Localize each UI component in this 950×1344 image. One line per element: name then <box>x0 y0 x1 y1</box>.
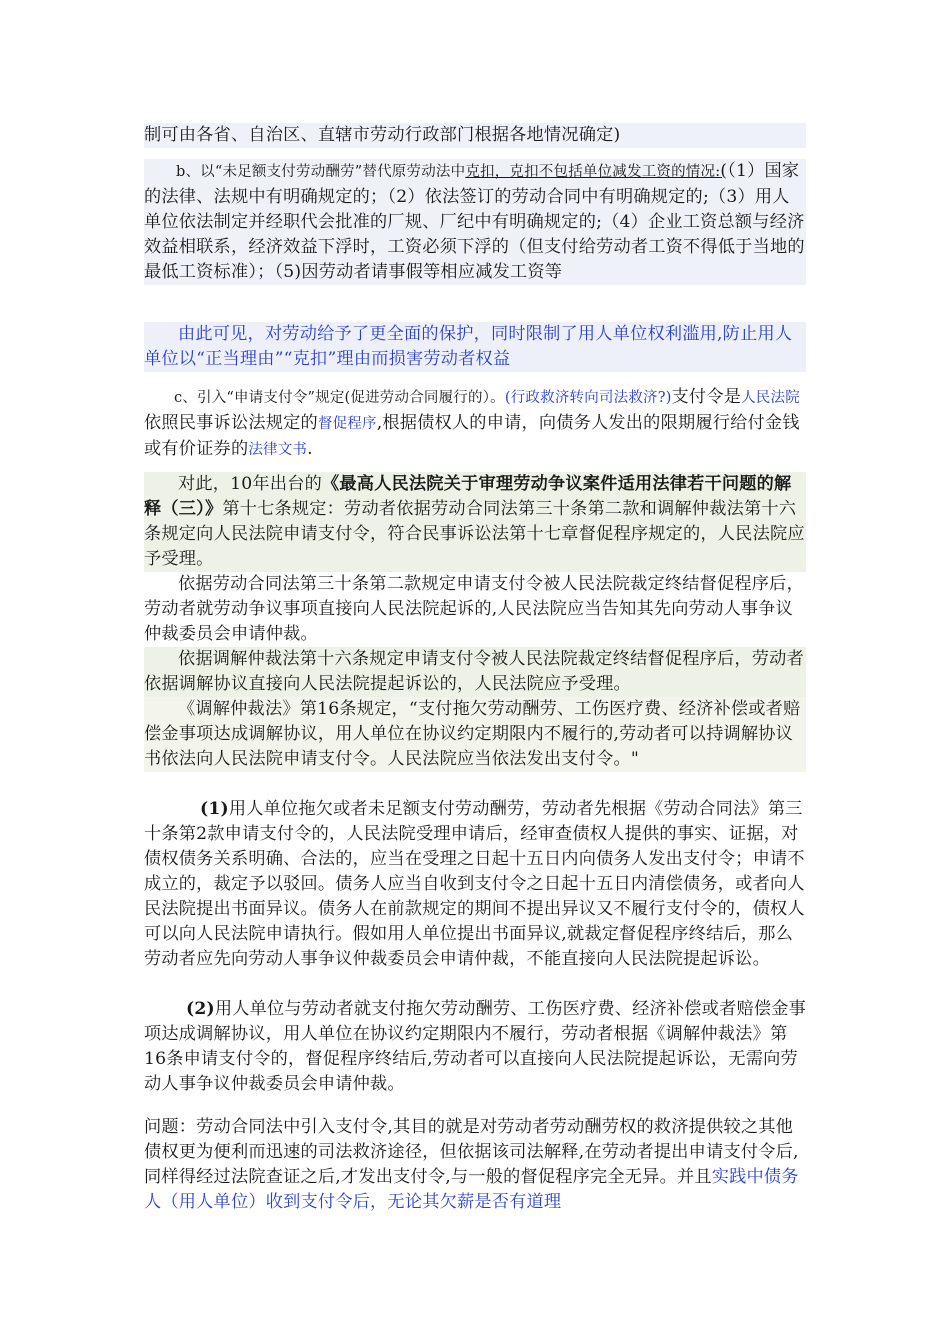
paragraph-9-number: (1) <box>200 799 229 819</box>
paragraph-5 <box>144 472 806 572</box>
paragraph-2-lead: b、以“未足额支付劳动酬劳”替代原劳动法中 <box>176 164 466 180</box>
paragraph-9-text: 用人单位拖欠或者未足额支付劳动酬劳，劳动者先根据《劳动合同法》第三十条第2款申请支付令的，人民法院受理申请后，经审查债权人提供的事实、证据，对债权债务关系明确、合法的，应当在受理之日起十五日内向债务人发出支付令；申请不成立的，裁定予以驳回。债务人应当自收到支付令之日起十五日内清偿债务，或者向人民法院提出书面异议。债务人在前款规定的期间不提出异议又不履行支付令的，债权人可以向人民法院申请执行。假如用人单位提出书面异议,就裁定督促程序终结后，那么劳动者应先向劳动人事争议仲裁委员会申请仲裁，不能直接向人民法院提起诉讼。 <box>144 799 805 969</box>
paragraph-7-text: 依据调解仲裁法第十六条规定申请支付令被人民法院裁定终结督促程序后，劳动者依据调解协议直接向人民法院提起诉讼的，人民法院应予受理。 <box>144 647 806 697</box>
paragraph-5-t2: 第十七条规定：劳动者依据劳动合同法第三十条第二款和调解仲裁法第十六条规定向人民法院申请支付令，符合民事诉讼法第十七章督促程序规定的，人民法院应予受理。 <box>144 499 805 569</box>
paragraph-2-paren: ( <box>720 161 728 181</box>
paragraph-11-t1: 问题：劳动合同法中引入支付令,其目的就是对劳动者劳动酬劳权的救济提供较之其他债权更为便利而迅速的司法救济途径，但依据该司法解释,在劳动者提出申请支付令后,同样得经过法院查证之后,才发出支付令,与一般的督促程序完全无异。并且 <box>144 1117 799 1187</box>
paragraph-6 <box>144 572 806 647</box>
paragraph-3-text: 由此可见，对劳动给予了更全面的保护，同时限制了用人单位权利滥用,防止用人单位以“正当理由”“克扣”理由而损害劳动者权益 <box>144 322 806 372</box>
paragraph-10-text: 用人单位与劳动者就支付拖欠劳动酬劳、工伤医疗费、经济补偿或者赔偿金事项达成调解协议，用人单位在协议约定期限内不履行，劳动者根据《调解仲裁法》第16条申请支付令的，督促程序终结后,劳动者可以直接向人民法院提起诉讼，无需向劳动人事争议仲裁委员会申请仲裁。 <box>144 999 807 1094</box>
paragraph-4 <box>144 385 806 463</box>
paragraph-4-t3: ,根据债权人的申请，向债务人发出的限期履行给付金钱或有价证券的 <box>144 413 800 459</box>
paragraph-1 <box>144 123 806 148</box>
paragraph-2 <box>144 159 806 285</box>
paragraph-10 <box>144 997 806 1097</box>
paragraph-4-lead: c、引入“申请支付令”规定(促进劳动合同履行的）。 <box>174 390 505 406</box>
paragraph-4-t4: . <box>307 439 313 459</box>
paragraph-4-paren: (行政救济转向司法救济?) <box>504 390 672 406</box>
paragraph-7 <box>144 647 806 697</box>
paragraph-4-t2: 依照民事诉讼法规定的 <box>144 413 318 433</box>
paragraph-2-rest: （1）国家的法律、法规中有明确规定的；（2）依法签订的劳动合同中有明确规定的;（3）用人单位依法制定并经职代会批准的厂规、厂纪中有明确规定的;（4）企业工资总额与经济效益相联系，经济效益下浮时，工资必须下浮的（但支付给劳动者工资不得低于当地的最低工资标准）；（5)因劳动者请事假等相应减发工资等 <box>144 161 805 282</box>
paragraph-11 <box>144 1115 806 1215</box>
paragraph-8 <box>144 697 806 772</box>
paragraph-5-t1: 对此，10年出台的 <box>178 474 322 494</box>
link-supervision-procedure[interactable]: 督促程序 <box>317 416 377 432</box>
paragraph-11-blue: 实践中债务人（用人单位）收到支付令后，无论其欠薪是否有道理 <box>144 1167 799 1212</box>
paragraph-10-number: (2) <box>186 999 215 1019</box>
paragraph-1-text: 制可由各省、自治区、直辖市劳动行政部门根据各地情况确定) <box>144 123 806 148</box>
paragraph-6-text: 依据劳动合同法第三十条第二款规定申请支付令被人民法院裁定终结督促程序后，劳动者就劳动争议事项直接向人民法院起诉的,人民法院应当告知其先向劳动人事争议仲裁委员会申请仲裁。 <box>144 574 804 644</box>
paragraph-8-text: 《调解仲裁法》第16条规定，“支付拖欠劳动酬劳、工伤医疗费、经济补偿或者赔偿金事项达成调解协议，用人单位在协议约定期限内不履行的,劳动者可以持调解协议书依法向人民法院申请支付令。人民法院应当依法发出支付令。" <box>144 697 806 772</box>
paragraph-9 <box>144 797 806 972</box>
paragraph-3 <box>144 322 806 372</box>
paragraph-5-bold: 《最高人民法院关于审理劳动争议案件适用法律若干问题的解释（三）》 <box>144 474 792 519</box>
link-people-court[interactable]: 人民法院 <box>741 390 800 406</box>
paragraph-4-t1: 支付令是 <box>671 387 742 407</box>
paragraph-2-underline: 克扣，克扣不包括单位减发工资的情况: <box>465 164 721 180</box>
link-legal-document[interactable]: 法律文书 <box>248 442 308 458</box>
